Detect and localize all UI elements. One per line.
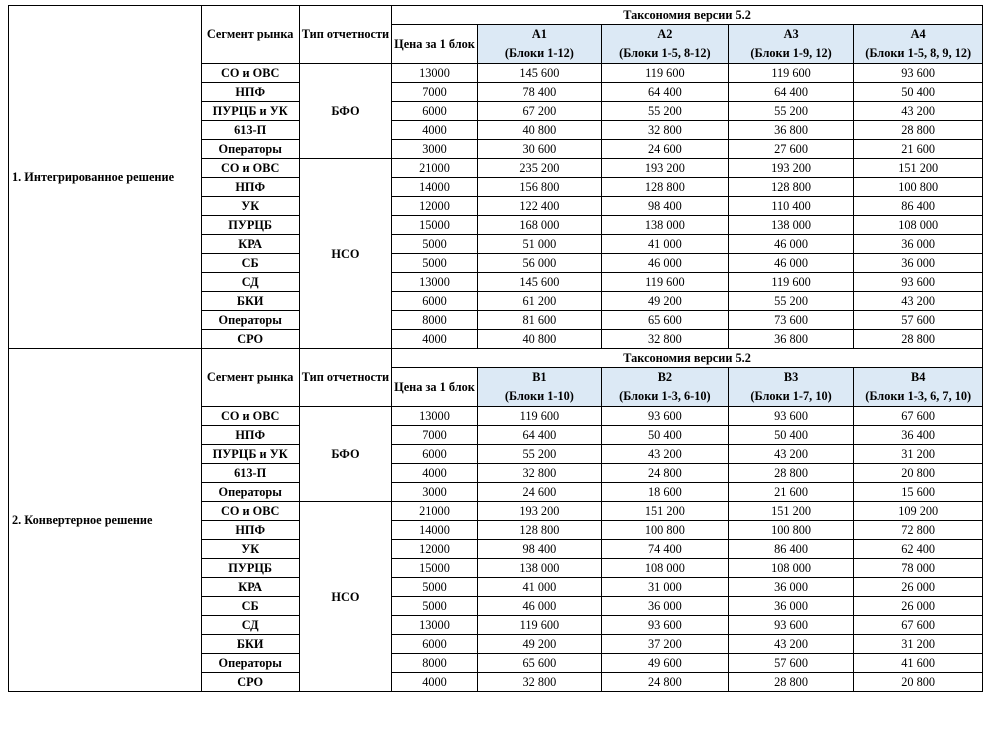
segment-cell: НПФ	[201, 178, 299, 197]
value-cell: 151 200	[854, 159, 983, 178]
value-cell: 128 800	[477, 521, 601, 540]
segment-cell: ПУРЦБ	[201, 216, 299, 235]
value-cell: 100 800	[601, 521, 728, 540]
value-cell: 46 000	[728, 235, 854, 254]
value-cell: 55 200	[601, 102, 728, 121]
price-cell: 5000	[392, 254, 478, 273]
value-cell: 72 800	[854, 521, 983, 540]
value-cell: 43 200	[728, 635, 854, 654]
value-cell: 36 000	[728, 578, 854, 597]
value-cell: 138 000	[728, 216, 854, 235]
segment-cell: ПУРЦБ	[201, 559, 299, 578]
value-cell: 73 600	[728, 311, 854, 330]
value-cell: 28 800	[854, 121, 983, 140]
price-cell: 4000	[392, 330, 478, 349]
value-cell: 55 200	[728, 292, 854, 311]
price-cell: 6000	[392, 445, 478, 464]
value-cell: 93 600	[854, 64, 983, 83]
value-cell: 64 400	[601, 83, 728, 102]
value-cell: 100 800	[854, 178, 983, 197]
value-cell: 31 000	[601, 578, 728, 597]
value-cell: 93 600	[854, 273, 983, 292]
value-cell: 41 000	[477, 578, 601, 597]
segment-cell: СРО	[201, 673, 299, 692]
value-cell: 50 400	[854, 83, 983, 102]
value-cell: 81 600	[477, 311, 601, 330]
version-name: A3	[783, 27, 799, 41]
price-cell: 21000	[392, 159, 478, 178]
value-cell: 78 400	[477, 83, 601, 102]
value-cell: 57 600	[854, 311, 983, 330]
price-cell: 5000	[392, 578, 478, 597]
segment-cell: БКИ	[201, 292, 299, 311]
price-cell: 5000	[392, 235, 478, 254]
price-cell: 3000	[392, 140, 478, 159]
version-header	[854, 368, 983, 407]
value-cell: 61 200	[477, 292, 601, 311]
segment-cell: СО и ОВС	[201, 159, 299, 178]
value-cell: 41 000	[601, 235, 728, 254]
value-cell: 119 600	[728, 273, 854, 292]
pricing-table-container	[8, 5, 983, 692]
value-cell: 119 600	[728, 64, 854, 83]
value-cell: 50 400	[728, 426, 854, 445]
value-cell: 67 600	[854, 407, 983, 426]
segment-column-header: Сегмент рынка	[201, 349, 299, 407]
value-cell: 37 200	[601, 635, 728, 654]
report-type-cell: НСО	[299, 159, 391, 349]
value-cell: 93 600	[728, 616, 854, 635]
value-cell: 108 000	[728, 559, 854, 578]
price-cell: 8000	[392, 311, 478, 330]
value-cell: 28 800	[728, 464, 854, 483]
value-cell: 36 000	[728, 597, 854, 616]
value-cell: 119 600	[477, 616, 601, 635]
report-type-column-header: Тип отчетности	[299, 6, 391, 64]
value-cell: 49 600	[601, 654, 728, 673]
segment-cell: КРА	[201, 235, 299, 254]
segment-cell: БКИ	[201, 635, 299, 654]
value-cell: 32 800	[601, 121, 728, 140]
segment-cell: СО и ОВС	[201, 502, 299, 521]
value-cell: 193 200	[728, 159, 854, 178]
segment-cell: 613-П	[201, 464, 299, 483]
value-cell: 36 000	[854, 235, 983, 254]
version-blocks: (Блоки 1-9, 12)	[750, 46, 832, 60]
value-cell: 31 200	[854, 445, 983, 464]
price-cell: 6000	[392, 292, 478, 311]
value-cell: 108 000	[854, 216, 983, 235]
segment-cell: КРА	[201, 578, 299, 597]
value-cell: 27 600	[728, 140, 854, 159]
price-column-header: Цена за 1 блок	[392, 368, 478, 407]
value-cell: 119 600	[601, 64, 728, 83]
price-cell: 21000	[392, 502, 478, 521]
value-cell: 168 000	[477, 216, 601, 235]
price-cell: 7000	[392, 426, 478, 445]
version-blocks: (Блоки 1-5, 8-12)	[619, 46, 711, 60]
value-cell: 20 800	[854, 673, 983, 692]
taxonomy-header: Таксономия версии 5.2	[392, 349, 983, 368]
price-cell: 7000	[392, 83, 478, 102]
section-title: 1. Интегрированное решение	[9, 6, 202, 349]
value-cell: 15 600	[854, 483, 983, 502]
value-cell: 74 400	[601, 540, 728, 559]
version-header	[728, 25, 854, 64]
value-cell: 235 200	[477, 159, 601, 178]
value-cell: 65 600	[477, 654, 601, 673]
value-cell: 36 800	[728, 330, 854, 349]
value-cell: 55 200	[728, 102, 854, 121]
segment-cell: 613-П	[201, 121, 299, 140]
version-header	[854, 25, 983, 64]
price-cell: 12000	[392, 197, 478, 216]
value-cell: 46 000	[728, 254, 854, 273]
price-cell: 4000	[392, 673, 478, 692]
segment-cell: НПФ	[201, 521, 299, 540]
value-cell: 110 400	[728, 197, 854, 216]
value-cell: 151 200	[728, 502, 854, 521]
value-cell: 55 200	[477, 445, 601, 464]
segment-cell: СО и ОВС	[201, 64, 299, 83]
value-cell: 30 600	[477, 140, 601, 159]
price-cell: 8000	[392, 654, 478, 673]
value-cell: 32 800	[601, 330, 728, 349]
value-cell: 145 600	[477, 273, 601, 292]
report-type-cell: БФО	[299, 64, 391, 159]
segment-cell: НПФ	[201, 426, 299, 445]
segment-cell: Операторы	[201, 654, 299, 673]
value-cell: 128 800	[601, 178, 728, 197]
price-cell: 15000	[392, 216, 478, 235]
report-type-cell: НСО	[299, 502, 391, 692]
value-cell: 108 000	[601, 559, 728, 578]
value-cell: 64 400	[728, 83, 854, 102]
report-type-cell: БФО	[299, 407, 391, 502]
price-cell: 12000	[392, 540, 478, 559]
price-cell: 4000	[392, 121, 478, 140]
price-cell: 14000	[392, 178, 478, 197]
segment-cell: СБ	[201, 597, 299, 616]
value-cell: 138 000	[477, 559, 601, 578]
section-title: 2. Конвертерное решение	[9, 349, 202, 692]
value-cell: 67 600	[854, 616, 983, 635]
value-cell: 43 200	[728, 445, 854, 464]
segment-cell: СД	[201, 616, 299, 635]
version-header	[601, 368, 728, 407]
value-cell: 86 400	[854, 197, 983, 216]
value-cell: 32 800	[477, 673, 601, 692]
value-cell: 41 600	[854, 654, 983, 673]
value-cell: 119 600	[601, 273, 728, 292]
price-cell: 14000	[392, 521, 478, 540]
version-blocks: (Блоки 1-12)	[504, 46, 574, 60]
value-cell: 40 800	[477, 121, 601, 140]
value-cell: 50 400	[601, 426, 728, 445]
price-cell: 15000	[392, 559, 478, 578]
value-cell: 20 800	[854, 464, 983, 483]
value-cell: 24 800	[601, 464, 728, 483]
value-cell: 193 200	[601, 159, 728, 178]
value-cell: 151 200	[601, 502, 728, 521]
segment-cell: Операторы	[201, 483, 299, 502]
value-cell: 93 600	[601, 616, 728, 635]
value-cell: 78 000	[854, 559, 983, 578]
value-cell: 193 200	[477, 502, 601, 521]
version-blocks: (Блоки 1-3, 6, 7, 10)	[865, 389, 972, 403]
value-cell: 32 800	[477, 464, 601, 483]
version-name: B3	[783, 370, 799, 384]
value-cell: 128 800	[728, 178, 854, 197]
segment-cell: УК	[201, 197, 299, 216]
price-cell: 6000	[392, 635, 478, 654]
version-name: A4	[910, 27, 926, 41]
value-cell: 57 600	[728, 654, 854, 673]
price-cell: 4000	[392, 464, 478, 483]
version-name: A2	[657, 27, 673, 41]
value-cell: 145 600	[477, 64, 601, 83]
segment-cell: ПУРЦБ и УК	[201, 445, 299, 464]
version-header	[477, 368, 601, 407]
value-cell: 86 400	[728, 540, 854, 559]
pricing-table	[8, 5, 983, 692]
value-cell: 138 000	[601, 216, 728, 235]
value-cell: 26 000	[854, 578, 983, 597]
segment-cell: СРО	[201, 330, 299, 349]
segment-cell: Операторы	[201, 140, 299, 159]
price-cell: 3000	[392, 483, 478, 502]
value-cell: 43 200	[854, 102, 983, 121]
value-cell: 46 000	[477, 597, 601, 616]
value-cell: 51 000	[477, 235, 601, 254]
section-header-row	[9, 6, 983, 25]
section-header-row	[9, 349, 983, 368]
price-cell: 13000	[392, 616, 478, 635]
value-cell: 109 200	[854, 502, 983, 521]
version-name: B1	[532, 370, 547, 384]
value-cell: 40 800	[477, 330, 601, 349]
value-cell: 36 000	[601, 597, 728, 616]
segment-cell: НПФ	[201, 83, 299, 102]
value-cell: 24 800	[601, 673, 728, 692]
value-cell: 122 400	[477, 197, 601, 216]
value-cell: 49 200	[601, 292, 728, 311]
version-name: A1	[531, 27, 547, 41]
value-cell: 18 600	[601, 483, 728, 502]
taxonomy-header: Таксономия версии 5.2	[392, 6, 983, 25]
segment-cell: УК	[201, 540, 299, 559]
value-cell: 36 800	[728, 121, 854, 140]
value-cell: 93 600	[601, 407, 728, 426]
value-cell: 98 400	[601, 197, 728, 216]
version-header	[601, 25, 728, 64]
version-blocks: (Блоки 1-5, 8, 9, 12)	[865, 46, 972, 60]
value-cell: 24 600	[601, 140, 728, 159]
value-cell: 36 000	[854, 254, 983, 273]
value-cell: 119 600	[477, 407, 601, 426]
value-cell: 67 200	[477, 102, 601, 121]
version-header	[477, 25, 601, 64]
value-cell: 36 400	[854, 426, 983, 445]
price-cell: 5000	[392, 597, 478, 616]
value-cell: 43 200	[854, 292, 983, 311]
price-cell: 13000	[392, 273, 478, 292]
value-cell: 98 400	[477, 540, 601, 559]
version-header	[728, 368, 854, 407]
value-cell: 28 800	[728, 673, 854, 692]
segment-cell: СО и ОВС	[201, 407, 299, 426]
value-cell: 28 800	[854, 330, 983, 349]
price-cell: 13000	[392, 64, 478, 83]
segment-cell: СБ	[201, 254, 299, 273]
value-cell: 21 600	[728, 483, 854, 502]
segment-column-header: Сегмент рынка	[201, 6, 299, 64]
segment-cell: Операторы	[201, 311, 299, 330]
segment-cell: СД	[201, 273, 299, 292]
value-cell: 156 800	[477, 178, 601, 197]
report-type-column-header: Тип отчетности	[299, 349, 391, 407]
version-blocks: (Блоки 1-7, 10)	[750, 389, 832, 403]
value-cell: 21 600	[854, 140, 983, 159]
version-blocks: (Блоки 1-3, 6-10)	[619, 389, 711, 403]
price-column-header: Цена за 1 блок	[392, 25, 478, 64]
version-name: B4	[911, 370, 926, 384]
value-cell: 46 000	[601, 254, 728, 273]
value-cell: 24 600	[477, 483, 601, 502]
value-cell: 56 000	[477, 254, 601, 273]
price-cell: 6000	[392, 102, 478, 121]
value-cell: 49 200	[477, 635, 601, 654]
value-cell: 31 200	[854, 635, 983, 654]
value-cell: 64 400	[477, 426, 601, 445]
version-name: B2	[657, 370, 673, 384]
value-cell: 93 600	[728, 407, 854, 426]
version-blocks: (Блоки 1-10)	[504, 389, 574, 403]
value-cell: 100 800	[728, 521, 854, 540]
value-cell: 62 400	[854, 540, 983, 559]
segment-cell: ПУРЦБ и УК	[201, 102, 299, 121]
value-cell: 65 600	[601, 311, 728, 330]
price-cell: 13000	[392, 407, 478, 426]
value-cell: 43 200	[601, 445, 728, 464]
value-cell: 26 000	[854, 597, 983, 616]
